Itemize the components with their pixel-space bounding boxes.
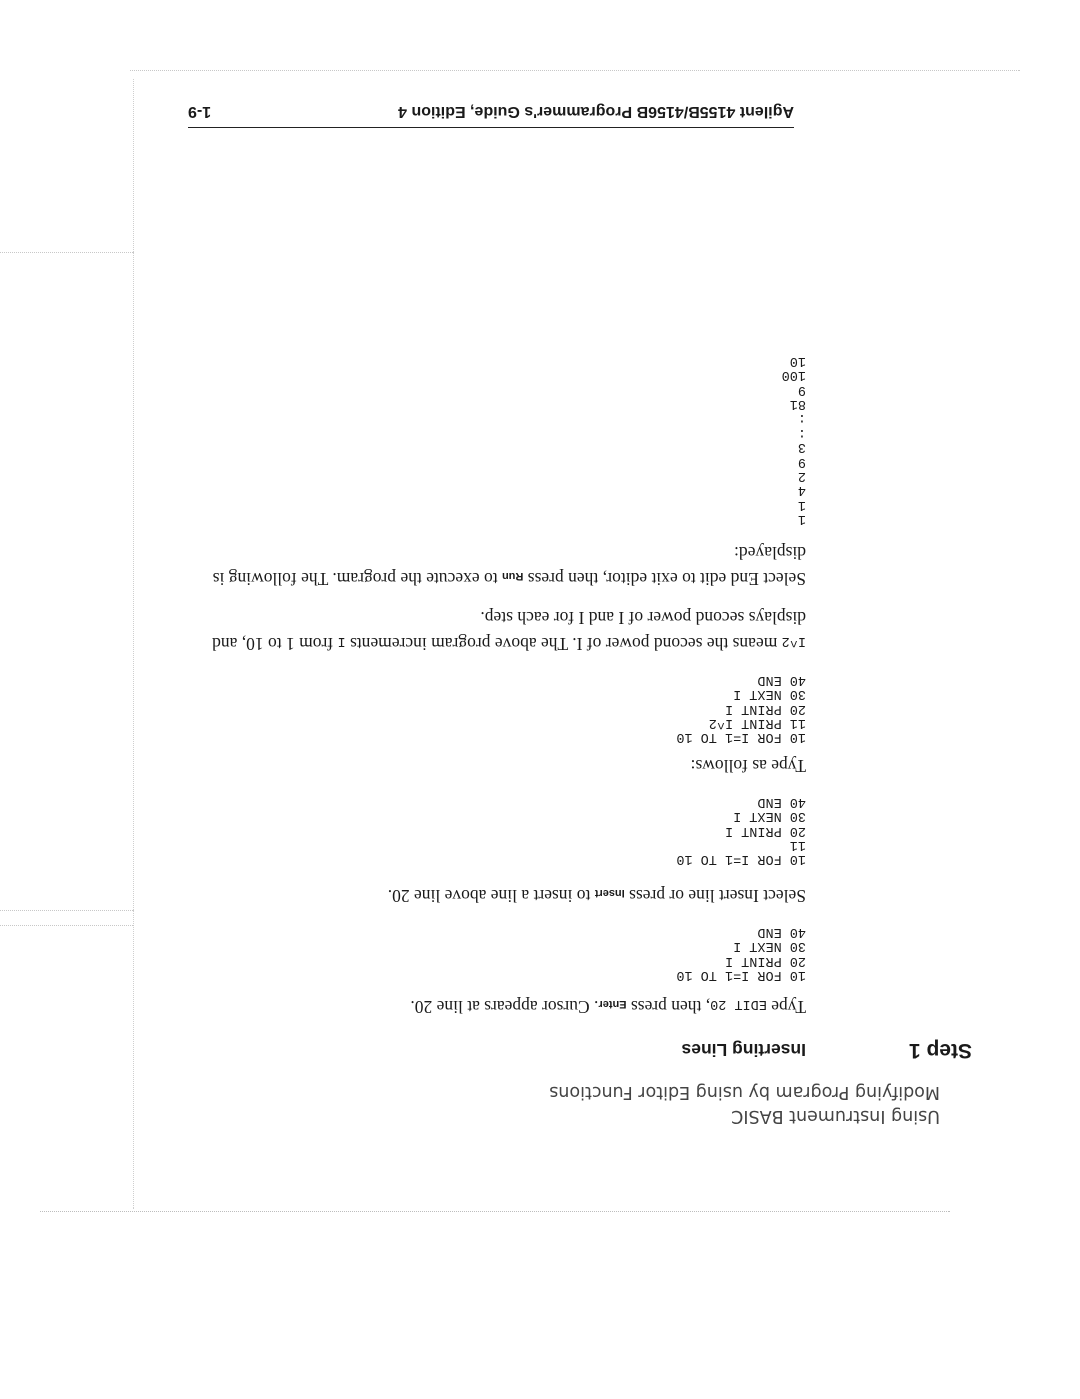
text-span: to insert a line above line 20. (387, 886, 595, 907)
key-run: Run (501, 570, 524, 583)
code-line: 4 (797, 482, 806, 498)
code-line: 81 (789, 396, 806, 412)
footer-title: Agilent 4155B/4156B Programmer's Guide, Edition 4 (398, 103, 794, 120)
running-header (180, 1080, 940, 1128)
text-span: means the second power of I. The above program increments (345, 634, 782, 655)
text-span: Select End edit to exit editor, then press (523, 569, 806, 590)
code-line: 40 END (757, 923, 806, 939)
header-line-2: Modifying Program by using Editor Functions (549, 1082, 940, 1102)
key-enter: Enter (598, 998, 627, 1010)
text-span: Select Insert line or press (624, 886, 806, 907)
code-listing-3 (186, 671, 806, 743)
code-line: 10 FOR I=1 TO 10 (676, 851, 806, 867)
scan-edge-stub (0, 910, 134, 911)
explanation (186, 606, 806, 655)
code-line: 9 (797, 453, 806, 469)
program-output (186, 352, 806, 525)
footer-rule (188, 127, 794, 128)
code-listing-1 (186, 923, 806, 981)
instruction-type: Type as follows: (690, 756, 806, 777)
inline-code: EDIT 20 (710, 996, 767, 1011)
inline-code: I^2 (781, 633, 806, 649)
code-line: 30 NEXT I (733, 808, 806, 824)
instruction-run (186, 541, 806, 590)
code-line: : (797, 410, 806, 426)
code-line: 10 FOR I=1 TO 10 (676, 729, 806, 745)
page-number: 1-9 (188, 103, 212, 120)
code-line: 40 END (757, 671, 806, 687)
code-line: 11 (789, 836, 806, 852)
code-line: 1 (797, 496, 806, 512)
text-span: . Cursor appears at line 20. (410, 997, 599, 1017)
scan-edge-stub (0, 925, 134, 926)
code-line: 10 FOR I=1 TO 10 (676, 967, 806, 982)
scan-edge-top (40, 1211, 950, 1212)
code-line: 20 PRINT I (724, 822, 806, 838)
code-line: 30 NEXT I (733, 686, 806, 702)
text-span: , then press (626, 997, 711, 1017)
code-line: 30 NEXT I (733, 938, 806, 954)
scan-edge-bottom (130, 70, 1020, 71)
code-line: 10 (789, 352, 806, 368)
text-span: to execute the program. The following is displayed: (212, 543, 806, 590)
header-line-1: Using Instrument BASIC (731, 1106, 940, 1126)
code-line: 3 (797, 439, 806, 455)
code-line: 20 PRINT I (724, 700, 806, 716)
code-line: 1 (797, 511, 806, 527)
code-line: 20 PRINT I (724, 952, 806, 968)
code-line: 2 (797, 468, 806, 484)
code-line: 100 (781, 367, 806, 383)
text-span: from 1 to 10, and displays second power of I and I for each step. (212, 608, 806, 655)
step-label: Step 1 (908, 1039, 972, 1062)
inline-code: I (337, 633, 346, 649)
step-title: Inserting Lines (681, 1040, 806, 1060)
code-listing-2 (186, 793, 806, 865)
instruction-edit (186, 992, 806, 1018)
scan-edge-right (133, 79, 134, 1209)
code-line: 40 END (757, 793, 806, 809)
code-line: 9 (797, 381, 806, 397)
key-insert: Insert (594, 887, 625, 900)
step-content (186, 352, 806, 1018)
code-line: 11 PRINT I^2 (708, 714, 806, 730)
scan-edge-stub (0, 252, 134, 253)
code-line: : (797, 424, 806, 440)
text-span: Type (766, 997, 806, 1017)
instruction-insert (186, 881, 806, 907)
